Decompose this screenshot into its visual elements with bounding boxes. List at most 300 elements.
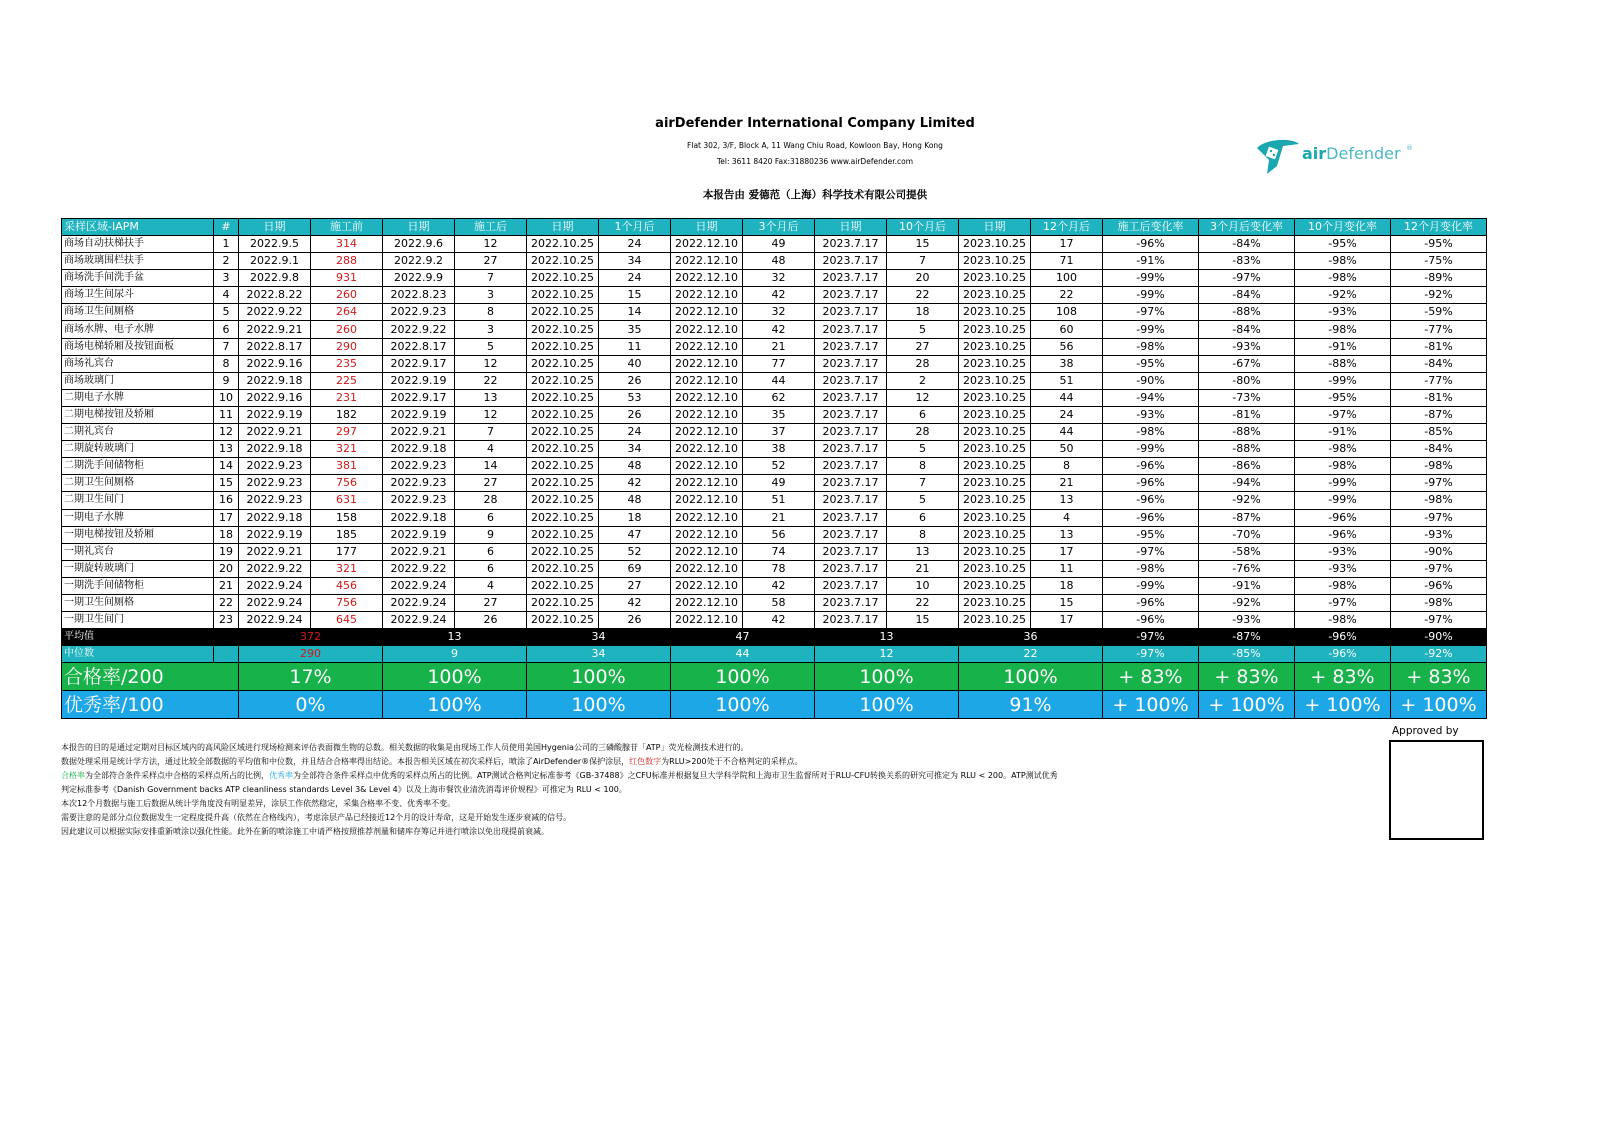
column-header: 施工后 — [455, 219, 527, 236]
table-cell: -84% — [1391, 355, 1487, 372]
table-cell: -99% — [1295, 475, 1391, 492]
table-row — [62, 560, 1487, 577]
table-cell: 48 — [599, 492, 671, 509]
table-cell: 2022.10.25 — [527, 338, 599, 355]
table-cell: 27 — [455, 253, 527, 270]
table-cell: -85% — [1391, 424, 1487, 441]
area-cell: 一期旋转玻璃门 — [62, 560, 214, 577]
excellent-rate-row-rate: + 100% — [1103, 691, 1199, 719]
table-cell: 2022.12.10 — [671, 355, 743, 372]
table-row — [62, 458, 1487, 475]
table-cell: 297 — [311, 424, 383, 441]
table-cell: 14 — [214, 458, 239, 475]
table-cell: 12 — [455, 236, 527, 253]
table-cell: 2 — [887, 372, 959, 389]
table-cell: 2022.12.10 — [671, 406, 743, 423]
table-cell: 13 — [887, 543, 959, 560]
table-cell: 42 — [743, 612, 815, 629]
area-cell: 商场卫生间厕格 — [62, 304, 214, 321]
table-cell: 2022.9.21 — [239, 543, 311, 560]
table-cell: -96% — [1103, 475, 1199, 492]
table-cell: 2022.12.10 — [671, 304, 743, 321]
area-cell: 一期卫生间门 — [62, 612, 214, 629]
median-row-value: 290 — [239, 646, 383, 663]
table-cell: 2022.9.19 — [239, 406, 311, 423]
table-cell: 2022.9.19 — [239, 526, 311, 543]
table-cell: 2023.10.25 — [959, 236, 1031, 253]
column-header: 12个月后 — [1031, 219, 1103, 236]
area-cell: 二期卫生间厕格 — [62, 475, 214, 492]
table-cell: 2022.12.10 — [671, 612, 743, 629]
table-cell: -98% — [1295, 577, 1391, 594]
table-cell: -70% — [1199, 526, 1295, 543]
table-cell: -59% — [1391, 304, 1487, 321]
table-row — [62, 270, 1487, 287]
table-cell: 14 — [455, 458, 527, 475]
table-cell: -84% — [1199, 287, 1295, 304]
table-cell: -97% — [1103, 304, 1199, 321]
table-cell: 456 — [311, 577, 383, 594]
table-cell: -93% — [1295, 304, 1391, 321]
average-row-value: 372 — [239, 629, 383, 646]
table-cell: 22 — [887, 287, 959, 304]
column-header: 日期 — [815, 219, 887, 236]
table-cell: -91% — [1199, 577, 1295, 594]
table-cell: -99% — [1295, 492, 1391, 509]
table-cell: 9 — [214, 372, 239, 389]
table-cell: 12 — [455, 355, 527, 372]
table-cell: 288 — [311, 253, 383, 270]
table-cell: 2022.9.6 — [383, 236, 455, 253]
table-cell: 2022.10.25 — [527, 492, 599, 509]
table-cell: 2023.7.17 — [815, 372, 887, 389]
table-cell: 44 — [743, 372, 815, 389]
table-cell: 2023.10.25 — [959, 355, 1031, 372]
table-cell: 3 — [455, 321, 527, 338]
table-cell: 48 — [743, 253, 815, 270]
table-row — [62, 406, 1487, 423]
table-cell: 2022.12.10 — [671, 441, 743, 458]
table-cell: 2023.10.25 — [959, 560, 1031, 577]
table-cell: 32 — [743, 270, 815, 287]
atp-results-table — [61, 218, 1487, 719]
note-line: 本报告的目的是通过定期对目标区域内的高风险区域进行现场检测来评估表面微生物的总数。相关数据的收集是由现场工作人员使用美国Hygenia公司的三磷酸腺苷「ATP」荧光检测技术进行的。 — [61, 743, 749, 752]
table-cell: -99% — [1103, 270, 1199, 287]
table-cell: 2022.10.25 — [527, 526, 599, 543]
table-cell: 2022.9.16 — [239, 389, 311, 406]
logo-wordmark: airDefender — [1302, 144, 1401, 163]
excellent-rate-row-value: 100% — [671, 691, 815, 719]
table-cell: 49 — [743, 475, 815, 492]
table-cell: 2022.10.25 — [527, 287, 599, 304]
table-cell: -93% — [1295, 543, 1391, 560]
table-cell: 4 — [455, 441, 527, 458]
table-cell: 2023.7.17 — [815, 543, 887, 560]
column-header: 日期 — [383, 219, 455, 236]
median-row — [62, 646, 1487, 663]
table-cell: 2022.9.18 — [383, 441, 455, 458]
company-address: Flat 302, 3/F, Block A, 11 Wang Chiu Road, Kowloon Bay, Hong Kong — [687, 141, 943, 150]
table-cell: 2023.10.25 — [959, 594, 1031, 611]
note-line: 合格率为全部符合条件采样点中合格的采样点所占的比例，优秀率为全部符合条件采样点中优秀的采样点所占的比例。ATP测试合格判定标准参考《GB-37488》之CFU标准并根据复旦大学科学院和上海市卫生监督所对于RLU-CFU转换关系的研究可推定为 RLU < 200。ATP测试优秀 — [61, 771, 1058, 780]
table-cell: 8 — [1031, 458, 1103, 475]
table-cell: 1 — [214, 236, 239, 253]
table-cell: -83% — [1199, 253, 1295, 270]
table-cell: 2022.9.24 — [239, 594, 311, 611]
average-row-rate: -87% — [1199, 629, 1295, 646]
table-cell: 2022.9.23 — [239, 475, 311, 492]
table-cell: 2022.12.10 — [671, 594, 743, 611]
table-cell: 2023.10.25 — [959, 424, 1031, 441]
table-cell: 27 — [455, 475, 527, 492]
table-cell: 20 — [214, 560, 239, 577]
pass-rate-row-rate: + 83% — [1391, 663, 1487, 691]
table-cell: -90% — [1103, 372, 1199, 389]
table-row — [62, 253, 1487, 270]
table-cell: 15 — [887, 612, 959, 629]
table-cell: 10 — [214, 389, 239, 406]
table-cell: 2022.10.25 — [527, 560, 599, 577]
table-cell: -88% — [1199, 424, 1295, 441]
table-cell: 18 — [599, 509, 671, 526]
table-cell: 2023.10.25 — [959, 577, 1031, 594]
table-cell: -93% — [1295, 560, 1391, 577]
column-header: 日期 — [239, 219, 311, 236]
company-contact: Tel: 3611 8420 Fax:31880236 www.airDefender.com — [716, 157, 914, 166]
table-row — [62, 355, 1487, 372]
table-cell: -99% — [1103, 287, 1199, 304]
table-cell: 5 — [214, 304, 239, 321]
table-cell: -75% — [1391, 253, 1487, 270]
table-cell: -98% — [1295, 612, 1391, 629]
table-cell: 645 — [311, 612, 383, 629]
table-cell: -97% — [1391, 509, 1487, 526]
table-cell: 6 — [455, 543, 527, 560]
table-cell: 2022.12.10 — [671, 389, 743, 406]
table-cell: 2022.9.22 — [383, 321, 455, 338]
company-name: airDefender International Company Limited — [655, 116, 975, 131]
table-cell: 2022.12.10 — [671, 236, 743, 253]
table-cell: 42 — [599, 475, 671, 492]
table-cell: 24 — [599, 270, 671, 287]
area-cell: 商场水牌、电子水牌 — [62, 321, 214, 338]
table-cell: 2023.7.17 — [815, 509, 887, 526]
table-cell: 2022.12.10 — [671, 577, 743, 594]
table-cell: -96% — [1103, 594, 1199, 611]
table-cell: 2023.7.17 — [815, 577, 887, 594]
table-cell: 40 — [599, 355, 671, 372]
excellent-rate-row-value: 91% — [959, 691, 1103, 719]
table-cell: 7 — [887, 475, 959, 492]
median-row-rate: -96% — [1295, 646, 1391, 663]
column-header: 3个月后变化率 — [1199, 219, 1295, 236]
table-cell: 2022.9.18 — [239, 509, 311, 526]
table-cell: 2022.10.25 — [527, 355, 599, 372]
table-cell: 51 — [1031, 372, 1103, 389]
table-cell: 2022.9.22 — [239, 560, 311, 577]
table-cell: -87% — [1391, 406, 1487, 423]
table-cell: 2022.9.23 — [239, 458, 311, 475]
table-cell: 8 — [455, 304, 527, 321]
table-cell: 2022.8.17 — [383, 338, 455, 355]
table-cell: 17 — [1031, 612, 1103, 629]
table-cell: 2022.9.21 — [239, 424, 311, 441]
table-cell: 9 — [455, 526, 527, 543]
table-cell: 2022.10.25 — [527, 253, 599, 270]
table-cell: -92% — [1199, 492, 1295, 509]
table-cell: 2022.12.10 — [671, 338, 743, 355]
column-header: # — [214, 219, 239, 236]
summary-spacer — [214, 646, 239, 663]
table-cell: 2022.9.18 — [383, 509, 455, 526]
table-cell: 77 — [743, 355, 815, 372]
table-cell: 3 — [214, 270, 239, 287]
table-cell: 2022.8.22 — [239, 287, 311, 304]
area-cell: 商场洗手间洗手盆 — [62, 270, 214, 287]
table-cell: 260 — [311, 321, 383, 338]
table-cell: 2022.9.23 — [239, 492, 311, 509]
table-cell: 2023.10.25 — [959, 612, 1031, 629]
table-cell: 2022.9.17 — [383, 389, 455, 406]
table-cell: -96% — [1391, 577, 1487, 594]
average-row — [62, 629, 1487, 646]
table-cell: 10 — [887, 577, 959, 594]
table-cell: 7 — [455, 270, 527, 287]
table-cell: -84% — [1391, 441, 1487, 458]
area-cell: 二期礼宾台 — [62, 424, 214, 441]
table-cell: 2022.9.19 — [383, 372, 455, 389]
table-cell: 2022.9.19 — [383, 526, 455, 543]
average-row-label: 平均值 — [62, 629, 214, 646]
table-cell: -93% — [1199, 338, 1295, 355]
column-header: 采样区域-IAPM — [62, 219, 214, 236]
table-cell: -99% — [1103, 577, 1199, 594]
average-row-rate: -90% — [1391, 629, 1487, 646]
average-row-rate: -96% — [1295, 629, 1391, 646]
table-cell: 2023.7.17 — [815, 321, 887, 338]
table-cell: 2022.9.24 — [383, 594, 455, 611]
table-cell: 2022.10.25 — [527, 424, 599, 441]
area-cell: 一期卫生间厕格 — [62, 594, 214, 611]
table-cell: -87% — [1199, 509, 1295, 526]
table-cell: 26 — [455, 612, 527, 629]
table-cell: 7 — [214, 338, 239, 355]
table-cell: 2022.8.17 — [239, 338, 311, 355]
table-cell: 2022.9.23 — [383, 475, 455, 492]
table-cell: 321 — [311, 560, 383, 577]
table-cell: 756 — [311, 475, 383, 492]
table-cell: 182 — [311, 406, 383, 423]
table-cell: 314 — [311, 236, 383, 253]
average-row-value: 13 — [815, 629, 959, 646]
table-cell: -95% — [1295, 236, 1391, 253]
area-cell: 二期旋转玻璃门 — [62, 441, 214, 458]
table-cell: 27 — [887, 338, 959, 355]
pass-rate-row-value: 17% — [239, 663, 383, 691]
excellent-rate-row-value: 100% — [383, 691, 527, 719]
table-cell: 4 — [455, 577, 527, 594]
table-cell: -96% — [1103, 458, 1199, 475]
approved-by-label: Approved by — [1392, 725, 1459, 737]
table-cell: 2022.9.21 — [383, 424, 455, 441]
table-cell: 2023.7.17 — [815, 253, 887, 270]
table-cell: 2022.12.10 — [671, 543, 743, 560]
table-cell: 5 — [887, 492, 959, 509]
table-cell: -88% — [1199, 304, 1295, 321]
table-cell: 2023.10.25 — [959, 458, 1031, 475]
table-cell: 2022.10.25 — [527, 372, 599, 389]
table-cell: -97% — [1295, 406, 1391, 423]
column-header: 日期 — [959, 219, 1031, 236]
table-cell: 381 — [311, 458, 383, 475]
table-cell: -77% — [1391, 372, 1487, 389]
table-cell: 7 — [455, 424, 527, 441]
table-row — [62, 389, 1487, 406]
table-cell: 26 — [599, 372, 671, 389]
table-cell: 2023.10.25 — [959, 475, 1031, 492]
table-cell: 12 — [887, 389, 959, 406]
column-header: 12个月变化率 — [1391, 219, 1487, 236]
table-cell: -84% — [1199, 236, 1295, 253]
table-cell: 20 — [887, 270, 959, 287]
table-cell: 48 — [599, 458, 671, 475]
table-cell: 2022.12.10 — [671, 526, 743, 543]
table-cell: 2022.10.25 — [527, 594, 599, 611]
table-cell: 2023.7.17 — [815, 338, 887, 355]
table-cell: -92% — [1391, 287, 1487, 304]
table-cell: 225 — [311, 372, 383, 389]
area-cell: 一期礼宾台 — [62, 543, 214, 560]
table-cell: 2022.10.25 — [527, 509, 599, 526]
table-cell: 2022.12.10 — [671, 509, 743, 526]
table-cell: -95% — [1391, 236, 1487, 253]
table-cell: 2022.9.22 — [383, 560, 455, 577]
excellent-rate-row-value: 0% — [239, 691, 383, 719]
table-cell: -92% — [1199, 594, 1295, 611]
table-cell: -97% — [1199, 270, 1295, 287]
table-cell: 2022.12.10 — [671, 321, 743, 338]
table-cell: 51 — [743, 492, 815, 509]
excellent-rate-row-rate: + 100% — [1199, 691, 1295, 719]
table-cell: 14 — [599, 304, 671, 321]
table-cell: -98% — [1295, 458, 1391, 475]
table-cell: 24 — [1031, 406, 1103, 423]
table-cell: 100 — [1031, 270, 1103, 287]
table-cell: 158 — [311, 509, 383, 526]
table-cell: -97% — [1295, 594, 1391, 611]
registered-mark: ® — [1406, 144, 1413, 152]
table-cell: -96% — [1103, 612, 1199, 629]
column-header: 1个月后 — [599, 219, 671, 236]
table-row — [62, 509, 1487, 526]
table-cell: -98% — [1295, 270, 1391, 287]
table-cell: -96% — [1103, 509, 1199, 526]
table-cell: 5 — [887, 321, 959, 338]
table-cell: -96% — [1103, 236, 1199, 253]
table-cell: 931 — [311, 270, 383, 287]
area-cell: 二期电梯按钮及轿厢 — [62, 406, 214, 423]
table-cell: 17 — [1031, 543, 1103, 560]
table-cell: -95% — [1295, 389, 1391, 406]
table-cell: 2022.9.17 — [383, 355, 455, 372]
table-cell: 42 — [743, 577, 815, 594]
table-cell: 78 — [743, 560, 815, 577]
table-cell: 2023.7.17 — [815, 355, 887, 372]
median-row-value: 12 — [815, 646, 959, 663]
table-cell: -91% — [1295, 424, 1391, 441]
table-cell: 231 — [311, 389, 383, 406]
table-cell: 264 — [311, 304, 383, 321]
table-cell: 21 — [743, 338, 815, 355]
table-cell: -93% — [1391, 526, 1487, 543]
logo-mark-icon — [1253, 136, 1301, 178]
table-cell: 2023.7.17 — [815, 389, 887, 406]
median-row-value: 22 — [959, 646, 1103, 663]
table-cell: 2022.12.10 — [671, 253, 743, 270]
table-cell: 2022.10.25 — [527, 406, 599, 423]
table-cell: 12 — [455, 406, 527, 423]
excellent-rate-row-rate: + 100% — [1391, 691, 1487, 719]
table-cell: -73% — [1199, 389, 1295, 406]
table-cell: 13 — [455, 389, 527, 406]
table-cell: -92% — [1295, 287, 1391, 304]
table-cell: 11 — [599, 338, 671, 355]
table-cell: -81% — [1199, 406, 1295, 423]
table-cell: 2022.9.21 — [383, 543, 455, 560]
table-cell: 42 — [743, 321, 815, 338]
table-cell: 2023.10.25 — [959, 287, 1031, 304]
table-cell: 2023.10.25 — [959, 389, 1031, 406]
area-cell: 二期电子水牌 — [62, 389, 214, 406]
table-cell: 2022.10.25 — [527, 321, 599, 338]
table-cell: 27 — [455, 594, 527, 611]
table-cell: 2023.7.17 — [815, 612, 887, 629]
table-cell: 5 — [887, 441, 959, 458]
table-cell: 177 — [311, 543, 383, 560]
table-cell: 7 — [887, 253, 959, 270]
table-cell: -84% — [1199, 321, 1295, 338]
report-title: 本报告由 爱德范（上海）科学技术有限公司提供 — [702, 189, 928, 201]
table-cell: 2022.9.2 — [383, 253, 455, 270]
table-cell: 2022.10.25 — [527, 441, 599, 458]
table-cell: 2023.7.17 — [815, 441, 887, 458]
column-header: 10个月后 — [887, 219, 959, 236]
table-cell: 2 — [214, 253, 239, 270]
table-cell: 290 — [311, 338, 383, 355]
table-cell: 44 — [1031, 389, 1103, 406]
table-cell: 21 — [1031, 475, 1103, 492]
table-cell: 2022.9.8 — [239, 270, 311, 287]
table-cell: 321 — [311, 441, 383, 458]
table-cell: 22 — [1031, 287, 1103, 304]
area-cell: 商场电梯轿厢及按钮面板 — [62, 338, 214, 355]
table-cell: 28 — [887, 424, 959, 441]
table-cell: 35 — [743, 406, 815, 423]
table-cell: 4 — [214, 287, 239, 304]
table-cell: 32 — [743, 304, 815, 321]
table-cell: 2023.10.25 — [959, 406, 1031, 423]
table-cell: 260 — [311, 287, 383, 304]
table-cell: 6 — [455, 560, 527, 577]
table-cell: 2022.9.24 — [383, 577, 455, 594]
table-cell: 15 — [887, 236, 959, 253]
table-cell: 2022.10.25 — [527, 389, 599, 406]
table-cell: -77% — [1391, 321, 1487, 338]
table-cell: 42 — [743, 287, 815, 304]
table-cell: 2023.7.17 — [815, 492, 887, 509]
table-cell: -91% — [1103, 253, 1199, 270]
table-cell: 2022.10.25 — [527, 543, 599, 560]
